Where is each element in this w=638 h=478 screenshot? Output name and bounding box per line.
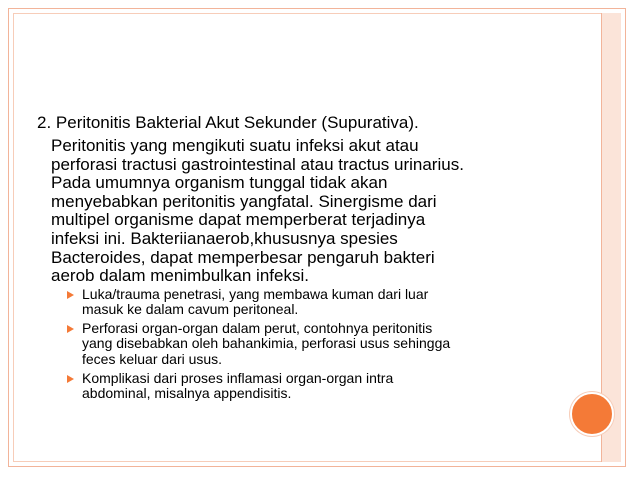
bullet-item [37,321,585,367]
paragraph-line: menyebabkan peritonitis yangfatal. Sinergisme dari [51,191,437,211]
paragraph-line: aerob dalam menimbulkan infeksi. [51,266,309,286]
triangle-bullet-icon [67,325,74,333]
bullet-line: masuk ke dalam cavum peritoneal. [82,300,299,317]
body-paragraph [51,137,585,286]
paragraph-line: infeksi ini. Bakteriianaerob,khususnya spesies [51,228,398,248]
bullet-line: feces keluar dari usus. [82,350,223,367]
paragraph-line: Pada umumnya organism tunggal tidak akan [51,173,388,193]
slide-right-band [602,13,621,462]
paragraph-line: Peritonitis yang mengikuti suatu infeksi akut atau [51,136,419,155]
triangle-bullet-icon [67,291,74,299]
bullet-item [37,287,585,317]
bullet-list [37,287,585,401]
bullet-item [37,371,585,401]
bullet-line: Komplikasi dari proses inflamasi organ-organ intra [82,369,394,386]
bullet-line: Perforasi organ-organ dalam perut, contohnya peritonitis [82,320,433,337]
paragraph-line: perforasi tractusi gastrointestinal atau tractus urinarius. [51,154,464,174]
bullet-line: Luka/trauma penetrasi, yang membawa kuman dari luar [82,285,429,302]
slide-content [37,113,585,405]
paragraph-line: multipel organisme dapat memperberat terjadinya [51,210,426,230]
bullet-line: abdominal, misalnya appendisitis. [82,384,292,401]
slide-heading: 2. Peritonitis Bakterial Akut Sekunder (Supurativa). [37,113,419,132]
triangle-bullet-icon [67,375,74,383]
bullet-line: yang disebabkan oleh bahankimia, perforasi usus sehingga [82,335,451,352]
paragraph-line: Bacteroides, dapat memperbesar pengaruh bakteri [51,247,435,267]
